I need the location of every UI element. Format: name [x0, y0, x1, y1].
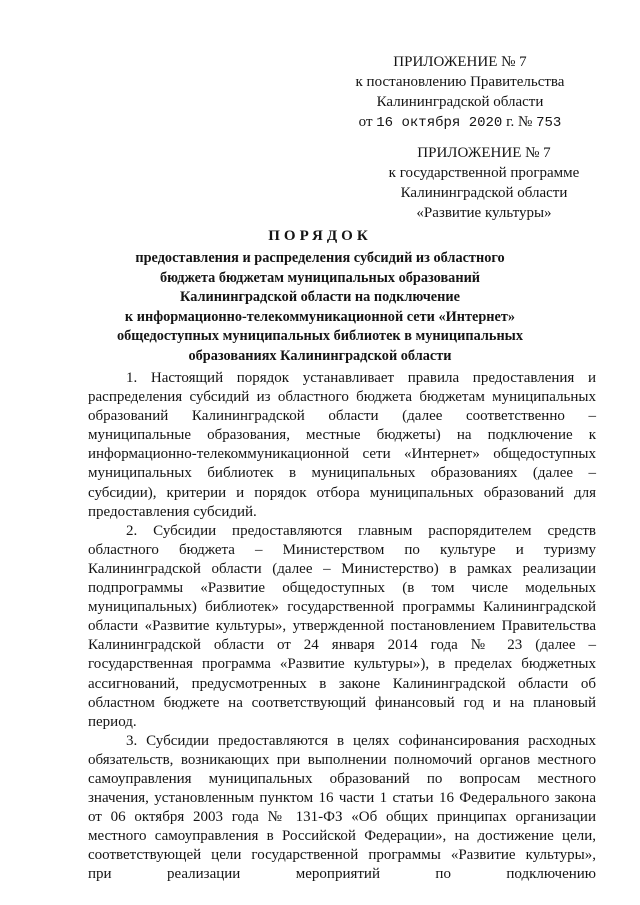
paragraph-line: субсидии), критерии и порядок отбора муниципальных образований для [88, 484, 596, 501]
subtitle-line: бюджета бюджетам муниципальных образований [159, 269, 481, 286]
subtitle-line: предоставления и распределения субсидий из областного [135, 250, 505, 266]
paragraph-line: государственная программа «Развитие культуры»), в пределах бюджетных [88, 656, 596, 673]
paragraph-line: соответствующей цели государственной программы «Развитие культуры», [88, 847, 596, 864]
paragraph-line: Калининградской области (далее – Министерство) в рамках реализации [88, 560, 596, 577]
paragraph-line: при реализации мероприятий по подключению [88, 866, 596, 883]
paragraph-line: области «Развитие культуры», утвержденной постановлением Правительства [88, 618, 596, 635]
paragraph [88, 522, 596, 732]
paragraph-line: муниципальных) библиотек» государственной программы Калининградской [88, 599, 596, 616]
paragraph-line: областного бюджета – Министерством по культуре и туризму [88, 541, 596, 558]
paragraph-line: информационно-телекоммуникационной сети «Интернет» общедоступных [88, 446, 596, 463]
appendix-date-line [330, 112, 590, 133]
appendix-title: ПРИЛОЖЕНИЕ № 7 [393, 54, 527, 70]
paragraph-line: муниципальных библиотек в муниципальных образованиях (далее – [88, 465, 596, 482]
paragraph-line: 1. Настоящий порядок устанавливает правила предоставления и [126, 370, 596, 386]
appendix-header-resolution [330, 52, 590, 133]
paragraph-line: от 06 октября 2003 года № 131-ФЗ «Об общих принципах организации [88, 809, 596, 826]
paragraph-line: 2. Субсидии предоставляются главным распорядителем средств [126, 522, 596, 539]
paragraph-line: ассигнований, предусмотренных в законе Калининградской области об [88, 675, 596, 692]
appendix-line: «Развитие культуры» [416, 205, 552, 221]
appendix-line: Калининградской области [376, 94, 544, 110]
paragraph-line: Калининградской области от 24 января 2014 года № 23 (далее – [88, 637, 596, 654]
paragraph-line: самоуправления муниципальных образований по вопросам местного [88, 770, 596, 787]
date-value: 16 октября 2020 [376, 115, 503, 131]
subtitle-line: общедоступных муниципальных библиотек в муниципальных [117, 328, 523, 344]
paragraph-line: обязательств, возникающих при выполнении полномочий органов местного [88, 751, 596, 768]
paragraph [88, 369, 596, 522]
appendix-title: ПРИЛОЖЕНИЕ № 7 [417, 145, 551, 161]
paragraph-line: подпрограммы «Развитие общедоступных (в том числе модельных [88, 580, 596, 597]
document-title: ПОРЯДОК [268, 228, 372, 244]
paragraph-line: предоставления субсидий. [88, 503, 257, 520]
paragraph-line: значения, установленным пунктом 16 части 1 статьи 16 Федерального закона [88, 790, 596, 807]
appendix-line: к государственной программе [388, 165, 580, 181]
paragraph-line: распределения субсидий из областного бюджета бюджетам муниципальных [88, 389, 596, 406]
document-subtitle [90, 249, 550, 366]
subtitle-line: к информационно-телекоммуникационной сети «Интернет» [124, 308, 516, 325]
appendix-header-program [370, 143, 598, 223]
paragraph-line: областном бюджете на соответствующий финансовый год и на плановый [88, 694, 596, 711]
subtitle-line: образованиях Калининградской области [188, 347, 452, 364]
subtitle-line: Калининградской области на подключение [180, 289, 460, 305]
paragraph-line: период. [88, 713, 137, 730]
appendix-line: к постановлению Правительства [355, 74, 565, 90]
date-prefix: от [358, 114, 373, 130]
appendix-line: Калининградской области [400, 185, 568, 201]
document-body [88, 369, 596, 885]
paragraph-line: местного самоуправления в Российской Федерации», на достижение цели, [88, 828, 596, 845]
resolution-number: 753 [536, 115, 562, 131]
paragraph-line: образований Калининградской области (далее соответственно – [88, 408, 596, 425]
paragraph [88, 732, 596, 885]
paragraph-line: муниципальные образования, местные бюджеты) на подключение к [88, 427, 596, 444]
date-number-sign: г. № [506, 114, 533, 130]
paragraph-line: 3. Субсидии предоставляются в целях софинансирования расходных [126, 732, 596, 749]
